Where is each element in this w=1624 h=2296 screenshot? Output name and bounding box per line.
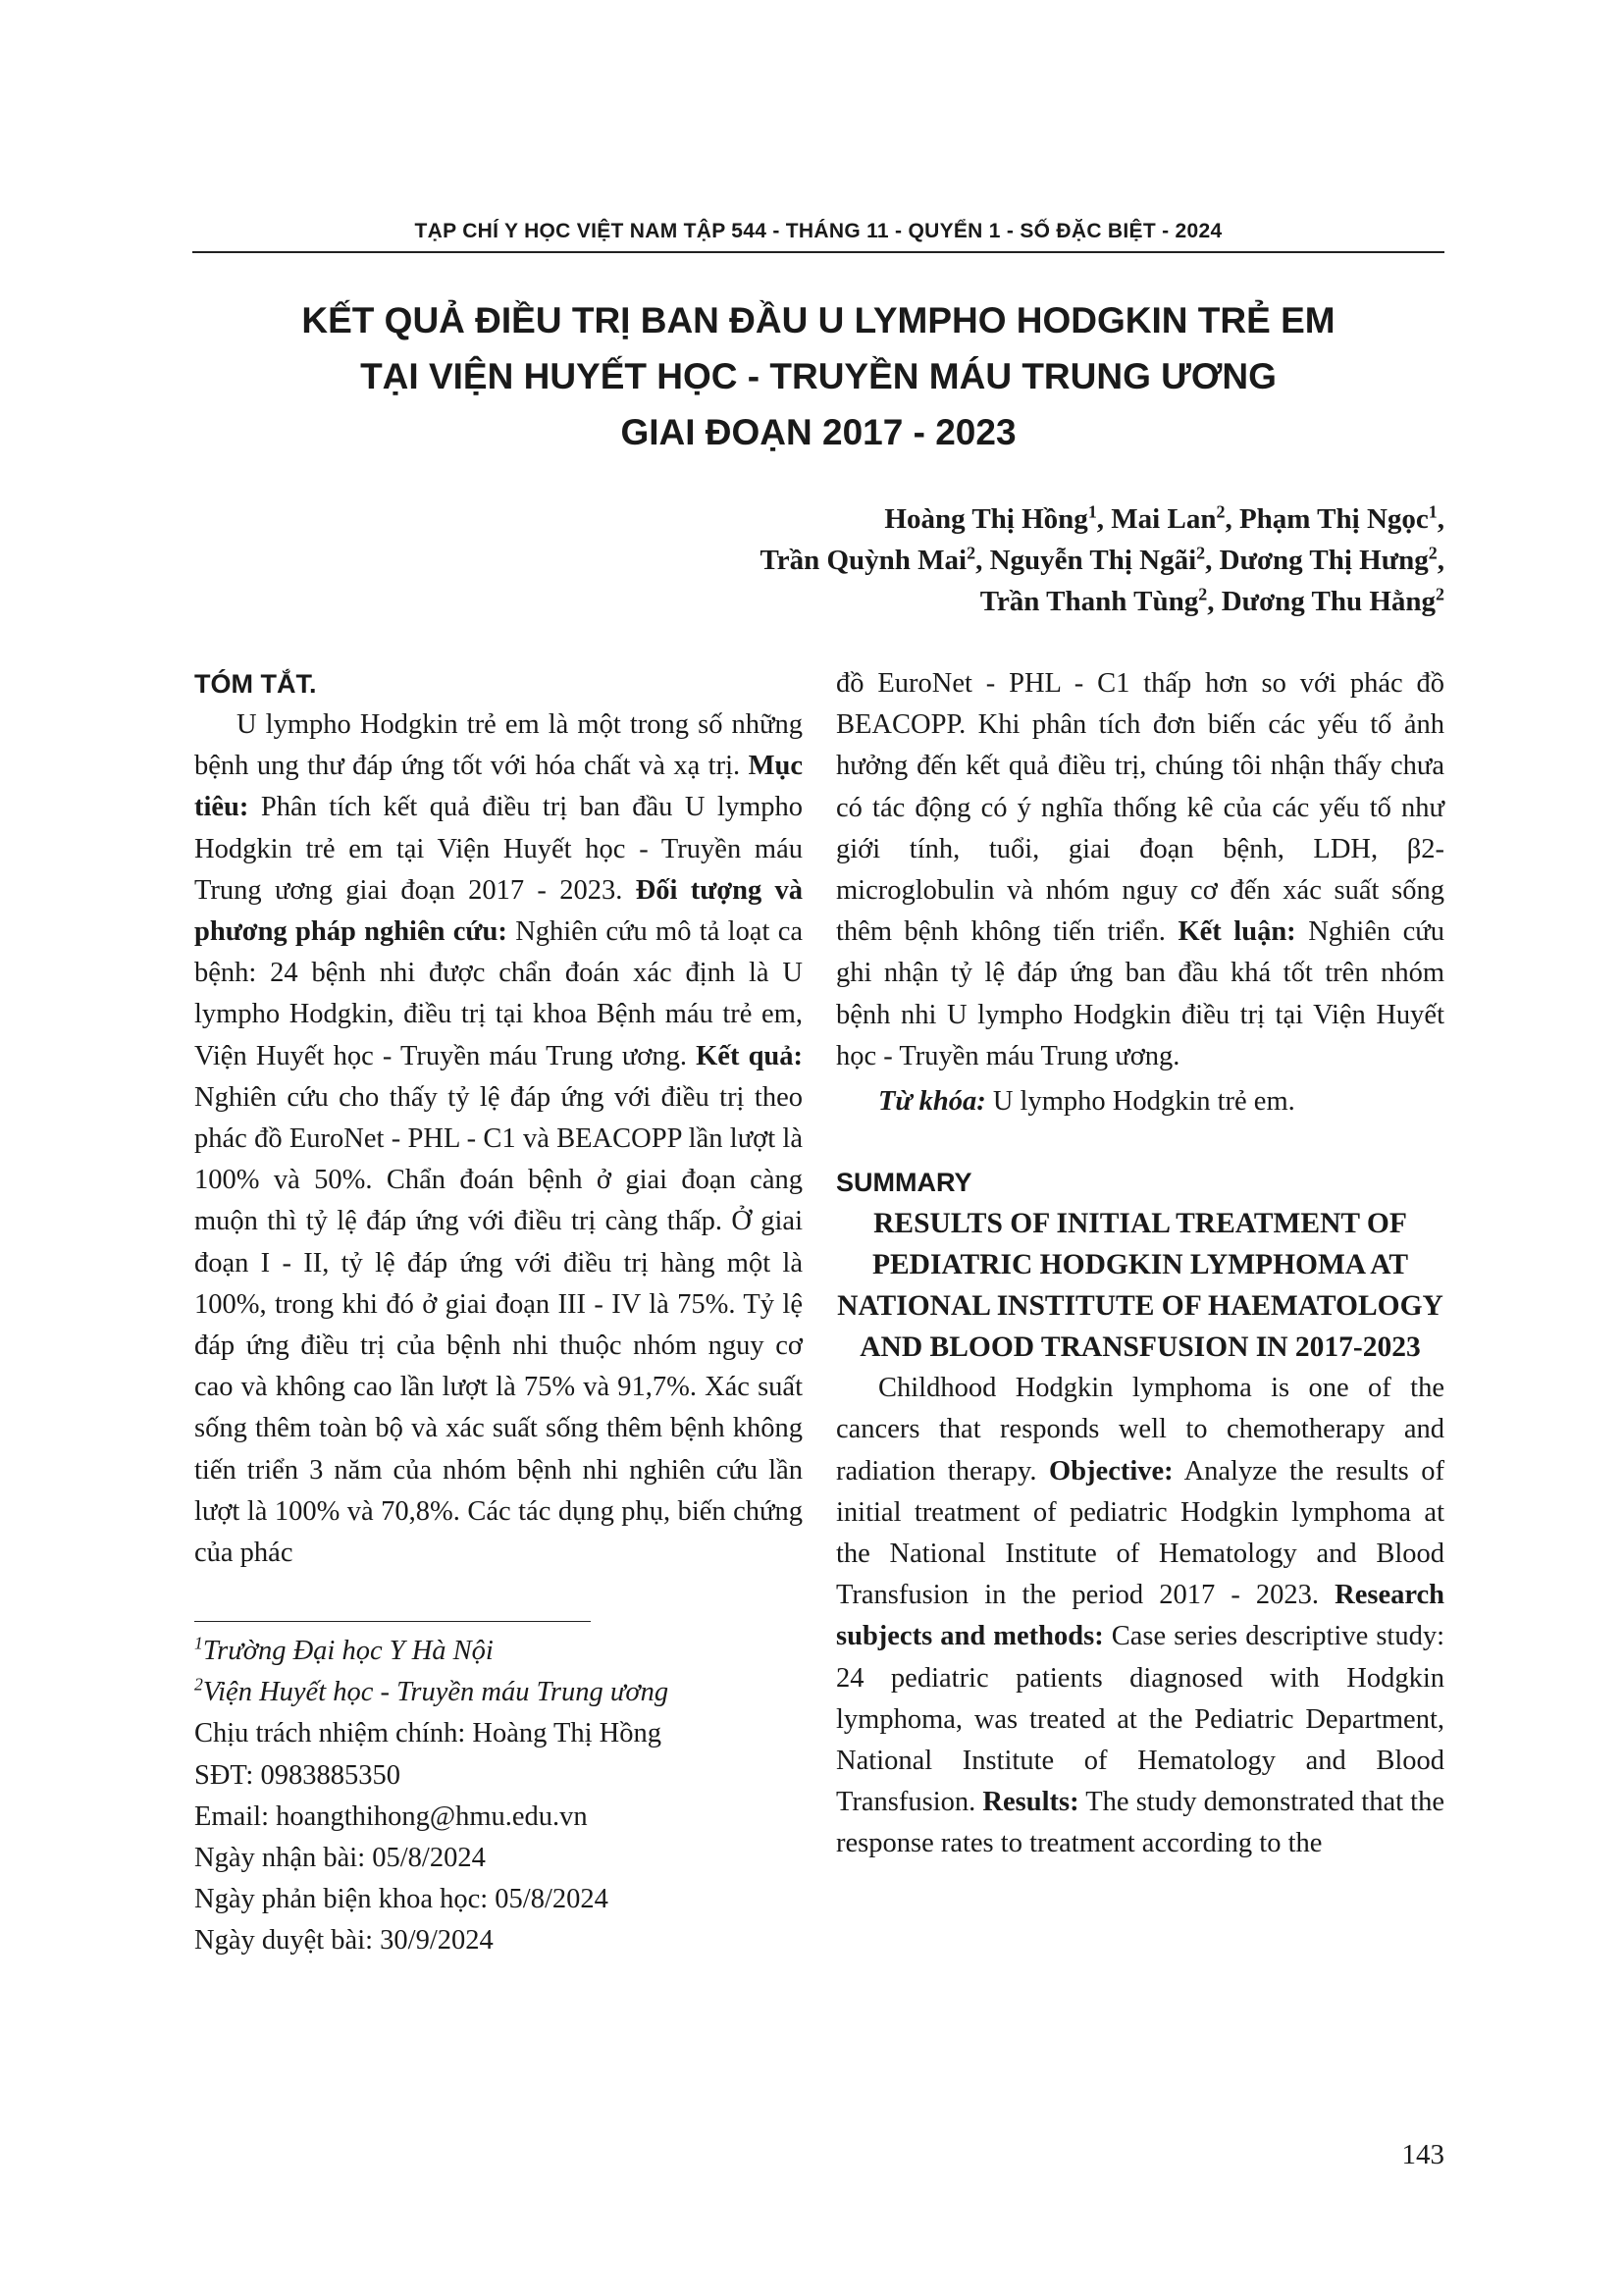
received-date: Ngày nhận bài: 05/8/2024 <box>194 1843 486 1874</box>
accepted-date: Ngày duyệt bài: 30/9/2024 <box>194 1925 494 1957</box>
summary-heading: SUMMARY <box>836 1168 972 1198</box>
corresponding-author: Chịu trách nhiệm chính: Hoàng Thị Hồng <box>194 1718 661 1749</box>
results-text-continued: đồ EuroNet - PHL - C1 thấp hơn so với phác đồ BEACOPP. Khi phân tích đơn biến các yếu tố ảnh hưởng đến kết quả điều trị, chúng tôi nhận thấy chưa có tác động có ý nghĩa thống kê của các yếu tố như giới tính, tuổi, giai đoạn bệnh, LDH, β2-microglobulin và nhóm nguy cơ đến xác suất sống thêm bệnh không tiến triển. <box>836 668 1444 948</box>
results-text: Nghiên cứu cho thấy tỷ lệ đáp ứng với điều trị theo phác đồ EuroNet - PHL - C1 và BEACOPP lần lượt là 100% và 50%. Chẩn đoán bệnh ở giai đoạn càng muộn thì tỷ lệ đáp ứng với điều trị càng thấp. Ở giai đoạn I - II, tỷ lệ đáp ứng với điều trị hàng một là 100%, trong khi đó ở giai đoạn III - IV là 75%. Tỷ lệ đáp ứng điều trị của bệnh nhi thuộc nhóm nguy cơ cao và không cao lần lượt là 75% và 91,7%. Xác suất sống thêm toàn bộ và xác suất sống thêm bệnh không tiến triển 3 năm của nhóm bệnh nhi nghiên cứu lần lượt là 100% và 70,8%. Các tác dụng phụ, biến chứng của phác <box>194 1081 803 1569</box>
conclusion-text: Nghiên cứu ghi nhận tỷ lệ đáp ứng ban đầu khá tốt trên nhóm bệnh nhi U lympho Hodgkin điều trị tại Viện Huyết học - Truyền máu Trung ương. <box>836 916 1445 1071</box>
en-methods-text: Case series descriptive study: 24 pediatric patients diagnosed with Hodgkin lymphoma, was treated at the Pediatric Department, National Institute of Hematology and Blood Transfusion. <box>836 1621 1444 1818</box>
author-name: Hoàng Thị Hồng <box>884 503 1088 535</box>
author-line-2: Trần Quỳnh Mai$^2$, Nguyễn Thị Ngãi$^2$, Dương Thị Hưng$^2$, <box>760 543 1444 576</box>
objective-text: Phân tích kết quả điều trị ban đầu U lympho Hodgkin trẻ em tại Viện Huyết học - Truyền máu Trung ương giai đoạn 2017 - 2023. <box>194 792 803 906</box>
article-title <box>192 292 1444 460</box>
en-results-text: The study demonstrated that the response rates to treatment according to the <box>836 1787 1444 1859</box>
author-name: Trần Thanh Tùng <box>979 586 1199 617</box>
author-affil: 2 <box>1196 543 1206 563</box>
abstract-vi-continued <box>836 663 1444 1077</box>
journal-header: TẠP CHÍ Y HỌC VIỆT NAM TẬP 544 - THÁNG 11 - QUYỂN 1 - SỐ ĐẶC BIỆT - 2024 <box>414 220 1223 242</box>
phone: SĐT: 0983885350 <box>194 1759 400 1791</box>
author-name: Mai Lan <box>1111 503 1217 535</box>
en-methods-label: Research subjects and methods: <box>836 1580 1444 1652</box>
author-affil: 2 <box>1436 584 1444 604</box>
author-affil: 1 <box>1428 501 1438 522</box>
affiliation-2-text: Viện Huyết học - Truyền máu Trung ương <box>202 1677 669 1708</box>
author-line-3: Trần Thanh Tùng$^2$, Dương Thu Hằng$^2$ <box>979 584 1444 617</box>
objective-label: Mục tiêu: <box>194 751 804 823</box>
abstract-heading: TÓM TẮT. <box>194 669 317 699</box>
summary-en-body <box>836 1368 1444 1864</box>
author-name: Nguyễn Thị Ngãi <box>989 545 1197 576</box>
en-objective-label: Objective: <box>1049 1455 1174 1487</box>
en-objective-text: Analyze the results of initial treatment of pediatric Hodgkin lymphoma at the National Institute of Hematology and Blood Transfusion in the period 2017 - 2023. <box>836 1455 1444 1611</box>
keywords <box>836 1081 1444 1122</box>
conclusion-label: Kết luận: <box>1178 916 1296 948</box>
author-affil: 2 <box>1216 501 1226 522</box>
author-name: Dương Thị Hưng <box>1219 545 1429 576</box>
footnotes <box>194 1631 668 1962</box>
keywords-label: Từ khóa: <box>878 1086 986 1118</box>
review-date: Ngày phản biện khoa học: 05/8/2024 <box>194 1884 608 1915</box>
author-affil: 2 <box>967 543 976 563</box>
page-number: 143 <box>1401 2139 1444 2170</box>
author-affil: 1 <box>1087 501 1097 522</box>
english-title: RESULTS OF INITIAL TREATMENT OF PEDIATRIC HODGKIN LYMPHOMA AT NATIONAL INSTITUTE OF HAEMATOLOGY AND BLOOD TRANSFUSION IN 2017-2023 <box>837 1208 1443 1364</box>
right-column <box>836 663 1444 1865</box>
author-name: Trần Quỳnh Mai <box>760 545 968 576</box>
author-name: Dương Thu Hằng <box>1221 586 1437 617</box>
author-list <box>760 498 1444 622</box>
author-affil: 2 <box>1198 584 1208 604</box>
affiliation-1-text: Trường Đại học Y Hà Nội <box>202 1636 494 1666</box>
title-line-2: TẠI VIỆN HUYẾT HỌC - TRUYỀN MÁU TRUNG ƯƠNG <box>360 356 1277 396</box>
methods-text: Nghiên cứu mô tả loạt ca bệnh: 24 bệnh nhi được chẩn đoán xác định là U lympho Hodgkin, điều trị tại khoa Bệnh máu trẻ em, Viện Huyết học - Truyền máu Trung ương. <box>194 916 803 1071</box>
author-affil: 2 <box>1428 543 1438 563</box>
abstract-vi-body <box>194 704 803 1574</box>
email: Email: hoangthihong@hmu.edu.vn <box>194 1800 588 1832</box>
en-results-label: Results: <box>982 1787 1079 1818</box>
header-rule <box>192 251 1444 253</box>
left-column <box>194 663 803 1574</box>
methods-label: Đối tượng và phương pháp nghiên cứu: <box>194 874 804 948</box>
keywords-text: U lympho Hodgkin trẻ em. <box>992 1086 1295 1118</box>
author-name: Phạm Thị Ngọc <box>1238 503 1429 535</box>
abstract-intro: U lympho Hodgkin trẻ em là một trong số những bệnh ung thư đáp ứng tốt với hóa chất và xạ trị. <box>194 709 803 782</box>
summary-intro: Childhood Hodgkin lymphoma is one of the cancers that responds well to chemotherapy and radiation therapy. <box>836 1373 1444 1487</box>
title-line-1: KẾT QUẢ ĐIỀU TRỊ BAN ĐẦU U LYMPHO HODGKIN TRẺ EM <box>301 300 1336 340</box>
title-line-3: GIAI ĐOẠN 2017 - 2023 <box>620 412 1017 452</box>
affiliation-2: $^2$Viện Huyết học - Truyền máu Trung ương <box>194 1674 669 1708</box>
results-label: Kết quả: <box>696 1040 804 1071</box>
footnote-rule <box>194 1621 591 1622</box>
affiliation-1: $^1$Trường Đại học Y Hà Nội <box>194 1633 494 1666</box>
author-line-1: Hoàng Thị Hồng$^1$, Mai Lan$^2$, Phạm Thị Ngọc$^1$, <box>884 501 1444 535</box>
